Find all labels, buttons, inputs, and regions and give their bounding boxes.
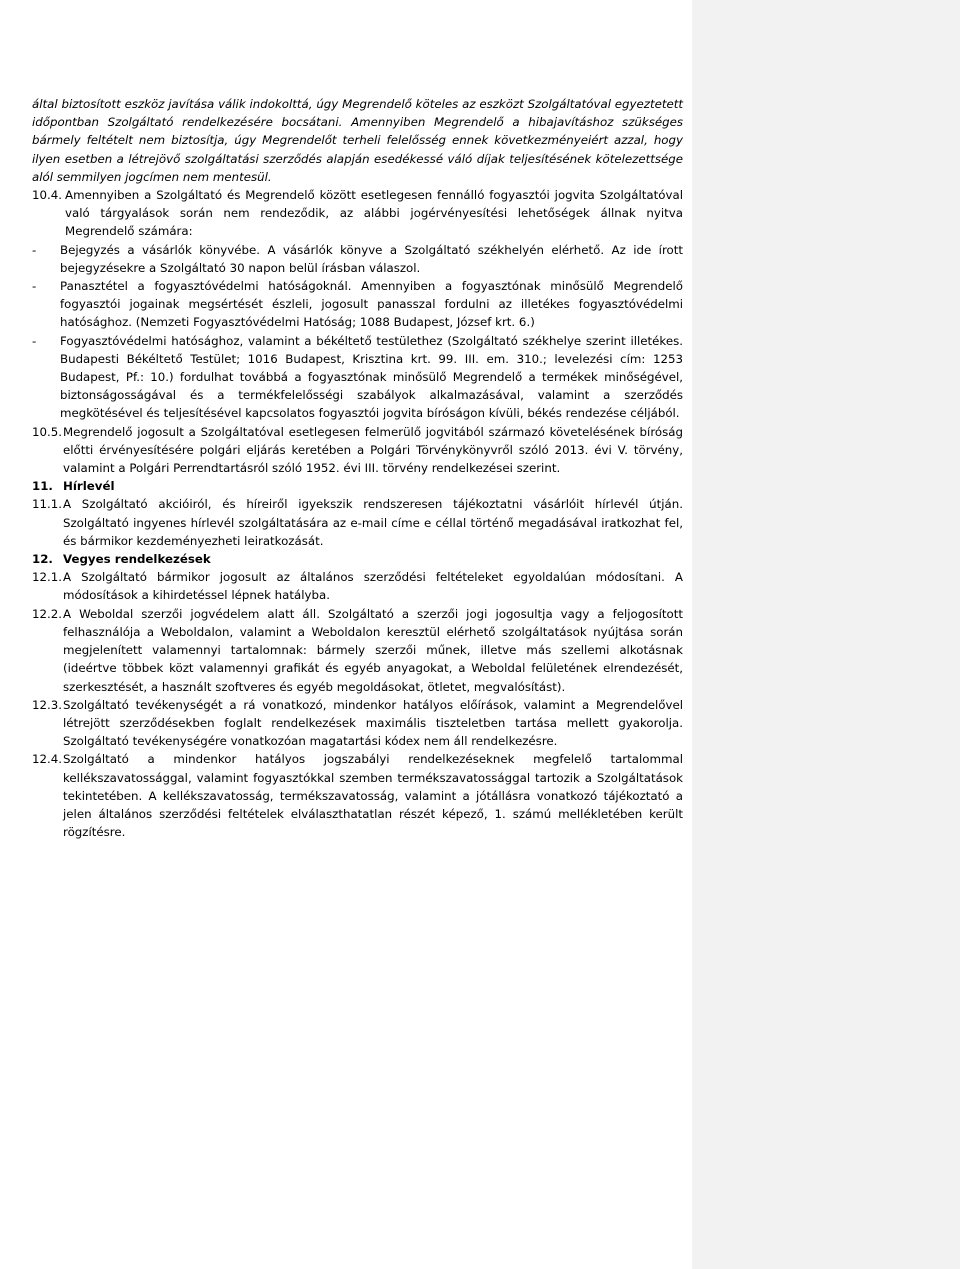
section-text: Szolgáltató tevékenységét a rá vonatkozó, mindenkor hatályos előírások, valamint a Megrendelővel létrejött szerződésekben foglalt rendelkezések maximális tiszteletben tartása mellett gyakorolja. Szolgáltató tevékenységére vonatkozóan magatartási kódex nem áll rendelkezésre. <box>63 697 683 749</box>
section-number: 12.3. <box>32 697 63 712</box>
list-item <box>32 241 683 277</box>
heading-title: Vegyes rendelkezések <box>63 552 211 567</box>
heading-number: 12. <box>32 552 53 567</box>
section-text: A Szolgáltató bármikor jogosult az általános szerződési feltételeket egyoldalúan módosítani. A módosítások a kihirdetéssel lépnek hatályba. <box>63 570 683 603</box>
section-12-1 <box>32 568 683 604</box>
intro-paragraph: által biztosított eszköz javítása válik indokolttá, úgy Megrendelő köteles az eszközt Szolgáltatóval egyeztetett időpontban Szolgáltató rendelkezésére bocsátani. Amennyiben Megrendelő a hibajavításhoz szükséges bármely feltételt nem biztosítja, úgy Megrendelőt terheli felelősség ennek következményeiért azzal, hogy ilyen esetben a létrejövő szolgáltatási szerződés alapján esedékessé váló díjak teljesítésének kötelezettsége alól semmilyen jogcímen nem mentesül. <box>32 97 683 184</box>
section-12-4 <box>32 750 683 841</box>
section-text: Megrendelő jogosult a Szolgáltatóval esetlegesen felmerülő jogvitából származó követelésének bíróság előtti érvényesítésére polgári eljárás keretében a Polgári Törvénykönyvről szóló 2013. évi V. törvény, valamint a Polgári Perrendtartásról szóló 1952. évi III. törvény rendelkezései szerint. <box>63 424 683 476</box>
section-text: Szolgáltató a mindenkor hatályos jogszabályi rendelkezéseknek megfelelő tartalommal kellékszavatossággal, valamint fogyasztókkal szemben termékszavatossággal tartozik a Szolgáltatások tekintetében. A kellékszavatosság, termékszavatosság, valamint a jótállásra vonatkozó tájékoztató a jelen általános szerződési feltételek elválaszthatatlan részét képező, 1. számú mellékletében került rögzítésre. <box>63 752 683 840</box>
list-dash: - <box>32 279 37 294</box>
list-dash: - <box>32 242 37 257</box>
list-item-text: Panasztétel a fogyasztóvédelmi hatóságoknál. Amennyiben a fogyasztónak minősülő Megrendelő fogyasztói jogainak megsértését észleli, jogosult panasszal fordulni az illetékes fogyasztóvédelmi hatósághoz. (Nemzeti Fogyasztóvédelmi Hatóság; 1088 Budapest, József krt. 6.) <box>60 279 683 330</box>
heading-number: 11. <box>32 479 53 494</box>
list-item <box>32 332 683 423</box>
section-10-4 <box>32 186 683 241</box>
section-number: 12.1. <box>32 570 63 585</box>
section-12-3 <box>32 696 683 751</box>
section-number: 12.4. <box>32 752 63 767</box>
list-dash: - <box>32 333 37 348</box>
section-number: 10.4. <box>32 188 63 203</box>
list-item-text: Bejegyzés a vásárlók könyvébe. A vásárlók könyve a Szolgáltató székhelyén elérhető. Az ide írott bejegyzésekre a Szolgáltató 30 napon belül írásban válaszol. <box>60 242 683 275</box>
section-text: A Weboldal szerzői jogvédelem alatt áll. Szolgáltató a szerzői jogi jogosultja vagy a feljogosított felhasználója a Weboldalon, valamint a Weboldalon keresztül elérhető szolgáltatások nyújtása során megjelenített valamennyi tartalomnak: bármely szerzői műnek, illetve más szellemi alkotásnak (ideértve többek közt valamennyi grafikát és egyéb anyagokat, a Weboldal felületének elrendezését, szerkesztését, a használt szoftveres és egyéb megoldásokat, ötletet, megvalósítást). <box>63 606 683 694</box>
list-item-text: Fogyasztóvédelmi hatósághoz, valamint a békéltető testülethez (Szolgáltató székhelye szerint illetékes. Budapesti Békéltető Testület; 1016 Budapest, Krisztina krt. 99. III. em. 310.; levelezési cím: 1253 Budapest, Pf.: 10.) fordulhat továbbá a fogyasztónak minősülő Megrendelő a termékek minőségével, biztonságosságával és a termékfelelősségi szabályok alkalmazásával, valamint a szerződés megkötésével és teljesítésével kapcsolatos fogyasztói jogvita bíróságon kívüli, békés rendezése céljából. <box>60 333 683 421</box>
heading-11 <box>32 477 683 495</box>
section-12-2 <box>32 605 683 696</box>
heading-title: Hírlevél <box>63 479 115 494</box>
section-text: Amennyiben a Szolgáltató és Megrendelő között esetlegesen fennálló fogyasztói jogvita Szolgáltatóval való tárgyalások során nem rendeződik, az alábbi jogérvényesítési lehetőségek állnak nyitva Megrendelő számára: <box>65 188 683 239</box>
section-11-1 <box>32 495 683 550</box>
section-number: 12.2. <box>32 606 63 621</box>
section-number: 10.5. <box>32 424 63 439</box>
list-item <box>32 277 683 332</box>
section-10-5 <box>32 423 683 478</box>
document-body <box>32 95 683 841</box>
section-text: A Szolgáltató akcióiról, és híreiről igyekszik rendszeresen tájékoztatni vásárlóit hírlevél útján. Szolgáltató ingyenes hírlevél szolgáltatására az e-mail címe e céllal történő megadásával iratkozhat fel, és bármikor kezdeményezheti leiratkozását. <box>63 497 683 548</box>
heading-12 <box>32 550 683 568</box>
comment-margin-panel <box>692 0 960 1269</box>
section-number: 11.1. <box>32 497 63 512</box>
